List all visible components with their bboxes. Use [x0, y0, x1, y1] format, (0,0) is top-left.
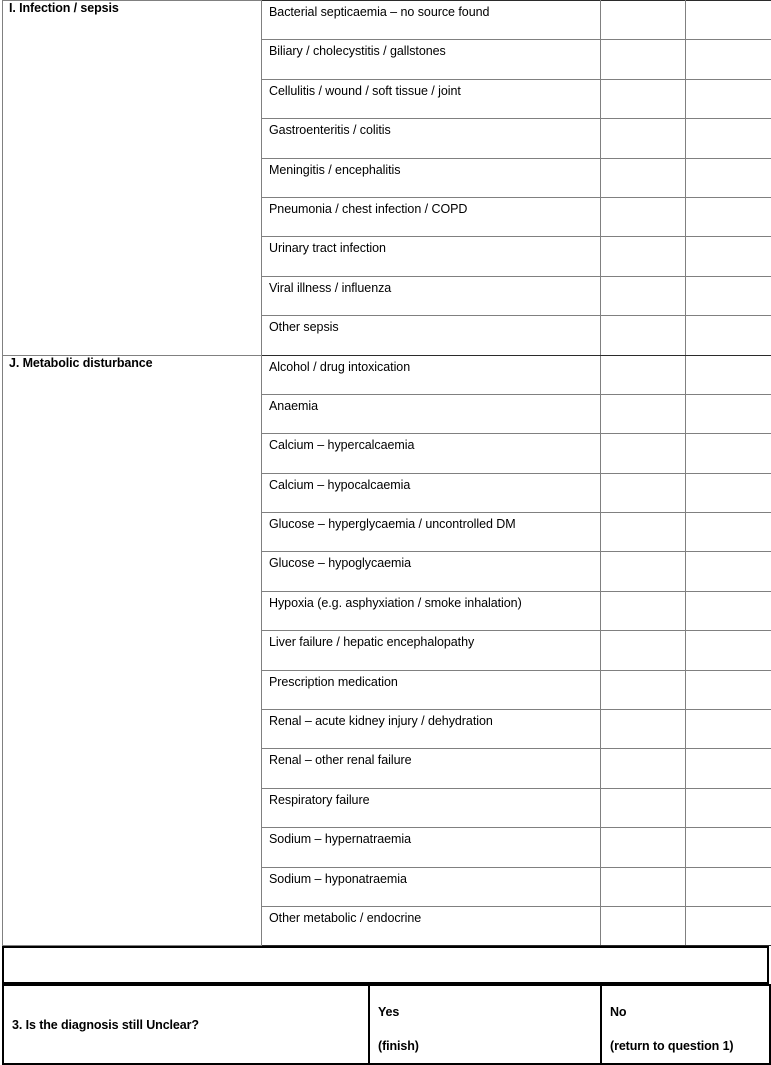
checkbox-cell-2[interactable]: [686, 119, 771, 158]
answer-cell-no[interactable]: [601, 985, 770, 1064]
item-cell: [262, 276, 601, 315]
checkbox-cell-1[interactable]: [601, 276, 686, 315]
checkbox-cell-1[interactable]: [601, 40, 686, 79]
item-cell: [262, 552, 601, 591]
item-cell: [262, 158, 601, 197]
checkbox-cell-2[interactable]: [686, 158, 771, 197]
category-label: I. Infection / sepsis: [3, 1, 261, 17]
item-label: Hypoxia (e.g. asphyxiation / smoke inhalation): [262, 592, 600, 611]
checkbox-cell-2[interactable]: [686, 40, 771, 79]
item-label: Cellulitis / wound / soft tissue / joint: [262, 80, 600, 99]
checkbox-cell-2[interactable]: [686, 79, 771, 118]
checkbox-cell-1[interactable]: [601, 552, 686, 591]
checkbox-cell-1[interactable]: [601, 316, 686, 355]
checkbox-cell-1[interactable]: [601, 749, 686, 788]
checkbox-cell-2[interactable]: [686, 513, 771, 552]
checkbox-cell-2[interactable]: [686, 788, 771, 827]
checkbox-cell-1[interactable]: [601, 788, 686, 827]
checkbox-cell-2[interactable]: [686, 1, 771, 40]
checkbox-cell-2[interactable]: [686, 670, 771, 709]
checkbox-cell-2[interactable]: [686, 237, 771, 276]
question-prompt: 3. Is the diagnosis still Unclear?: [4, 1018, 368, 1032]
checkbox-cell-1[interactable]: [601, 906, 686, 945]
diagnosis-checklist-table: [2, 0, 771, 946]
checkbox-cell-2[interactable]: [686, 276, 771, 315]
checkbox-cell-2[interactable]: [686, 316, 771, 355]
checkbox-cell-2[interactable]: [686, 906, 771, 945]
checkbox-cell-1[interactable]: [601, 355, 686, 394]
item-cell: [262, 631, 601, 670]
item-cell: [262, 788, 601, 827]
checkbox-cell-1[interactable]: [601, 828, 686, 867]
item-label: Other sepsis: [262, 316, 600, 335]
question-body: [3, 985, 770, 1064]
item-label: Gastroenteritis / colitis: [262, 119, 600, 138]
item-cell: [262, 434, 601, 473]
question-table: [2, 984, 771, 1065]
item-cell: [262, 513, 601, 552]
item-cell: [262, 670, 601, 709]
checkbox-cell-2[interactable]: [686, 394, 771, 433]
checkbox-cell-2[interactable]: [686, 591, 771, 630]
checkbox-cell-1[interactable]: [601, 1, 686, 40]
item-label: Alcohol / drug intoxication: [262, 356, 600, 375]
item-cell: [262, 197, 601, 236]
checkbox-cell-2[interactable]: [686, 355, 771, 394]
checkbox-cell-1[interactable]: [601, 119, 686, 158]
question-row: [3, 985, 770, 1064]
item-label: Pneumonia / chest infection / COPD: [262, 198, 600, 217]
item-cell: [262, 119, 601, 158]
category-cell-infection: [3, 1, 262, 356]
answer-label-yes: Yes: [370, 997, 600, 1019]
checkbox-cell-1[interactable]: [601, 631, 686, 670]
checkbox-cell-1[interactable]: [601, 79, 686, 118]
checkbox-cell-1[interactable]: [601, 670, 686, 709]
item-label: Sodium – hyponatraemia: [262, 868, 600, 887]
item-label: Liver failure / hepatic encephalopathy: [262, 631, 600, 650]
category-cell-metabolic: [3, 355, 262, 946]
checkbox-cell-1[interactable]: [601, 197, 686, 236]
item-cell: [262, 828, 601, 867]
item-label: Respiratory failure: [262, 789, 600, 808]
item-cell: [262, 316, 601, 355]
item-label: Renal – other renal failure: [262, 749, 600, 768]
answer-note-yes: (finish): [370, 1019, 600, 1053]
item-label: Urinary tract infection: [262, 237, 600, 256]
checkbox-cell-2[interactable]: [686, 631, 771, 670]
item-label: Prescription medication: [262, 671, 600, 690]
item-cell: [262, 867, 601, 906]
item-cell: [262, 906, 601, 945]
checkbox-cell-1[interactable]: [601, 237, 686, 276]
checkbox-cell-1[interactable]: [601, 710, 686, 749]
item-label: Bacterial septicaemia – no source found: [262, 1, 600, 20]
checkbox-cell-1[interactable]: [601, 434, 686, 473]
checkbox-cell-2[interactable]: [686, 749, 771, 788]
item-label: Calcium – hypercalcaemia: [262, 434, 600, 453]
item-cell: [262, 473, 601, 512]
checkbox-cell-2[interactable]: [686, 828, 771, 867]
item-cell: [262, 591, 601, 630]
item-cell: [262, 394, 601, 433]
checkbox-cell-2[interactable]: [686, 867, 771, 906]
checklist-body: [3, 1, 771, 946]
checkbox-cell-1[interactable]: [601, 867, 686, 906]
checkbox-cell-1[interactable]: [601, 394, 686, 433]
checkbox-cell-1[interactable]: [601, 591, 686, 630]
checkbox-cell-2[interactable]: [686, 434, 771, 473]
item-label: Renal – acute kidney injury / dehydration: [262, 710, 600, 729]
item-cell: [262, 355, 601, 394]
table-row: [3, 355, 771, 394]
checkbox-cell-2[interactable]: [686, 197, 771, 236]
checkbox-cell-2[interactable]: [686, 552, 771, 591]
item-label: Biliary / cholecystitis / gallstones: [262, 40, 600, 59]
item-label: Glucose – hypoglycaemia: [262, 552, 600, 571]
category-label: J. Metabolic disturbance: [3, 356, 261, 372]
item-cell: [262, 749, 601, 788]
checkbox-cell-2[interactable]: [686, 473, 771, 512]
item-label: Calcium – hypocalcaemia: [262, 474, 600, 493]
item-label: Viral illness / influenza: [262, 277, 600, 296]
table-row: [3, 1, 771, 40]
table-spacer-band: [2, 946, 769, 984]
checkbox-cell-1[interactable]: [601, 473, 686, 512]
item-label: Anaemia: [262, 395, 600, 414]
question-prompt-cell: [3, 985, 369, 1064]
checkbox-cell-1[interactable]: [601, 158, 686, 197]
item-cell: [262, 79, 601, 118]
item-cell: [262, 40, 601, 79]
answer-cell-yes[interactable]: [369, 985, 601, 1064]
checkbox-cell-1[interactable]: [601, 513, 686, 552]
item-label: Sodium – hypernatraemia: [262, 828, 600, 847]
item-label: Glucose – hyperglycaemia / uncontrolled DM: [262, 513, 600, 532]
item-label: Meningitis / encephalitis: [262, 159, 600, 178]
checkbox-cell-2[interactable]: [686, 710, 771, 749]
item-cell: [262, 1, 601, 40]
answer-note-no: (return to question 1): [602, 1019, 769, 1053]
item-cell: [262, 710, 601, 749]
item-cell: [262, 237, 601, 276]
answer-label-no: No: [602, 997, 769, 1019]
item-label: Other metabolic / endocrine: [262, 907, 600, 926]
